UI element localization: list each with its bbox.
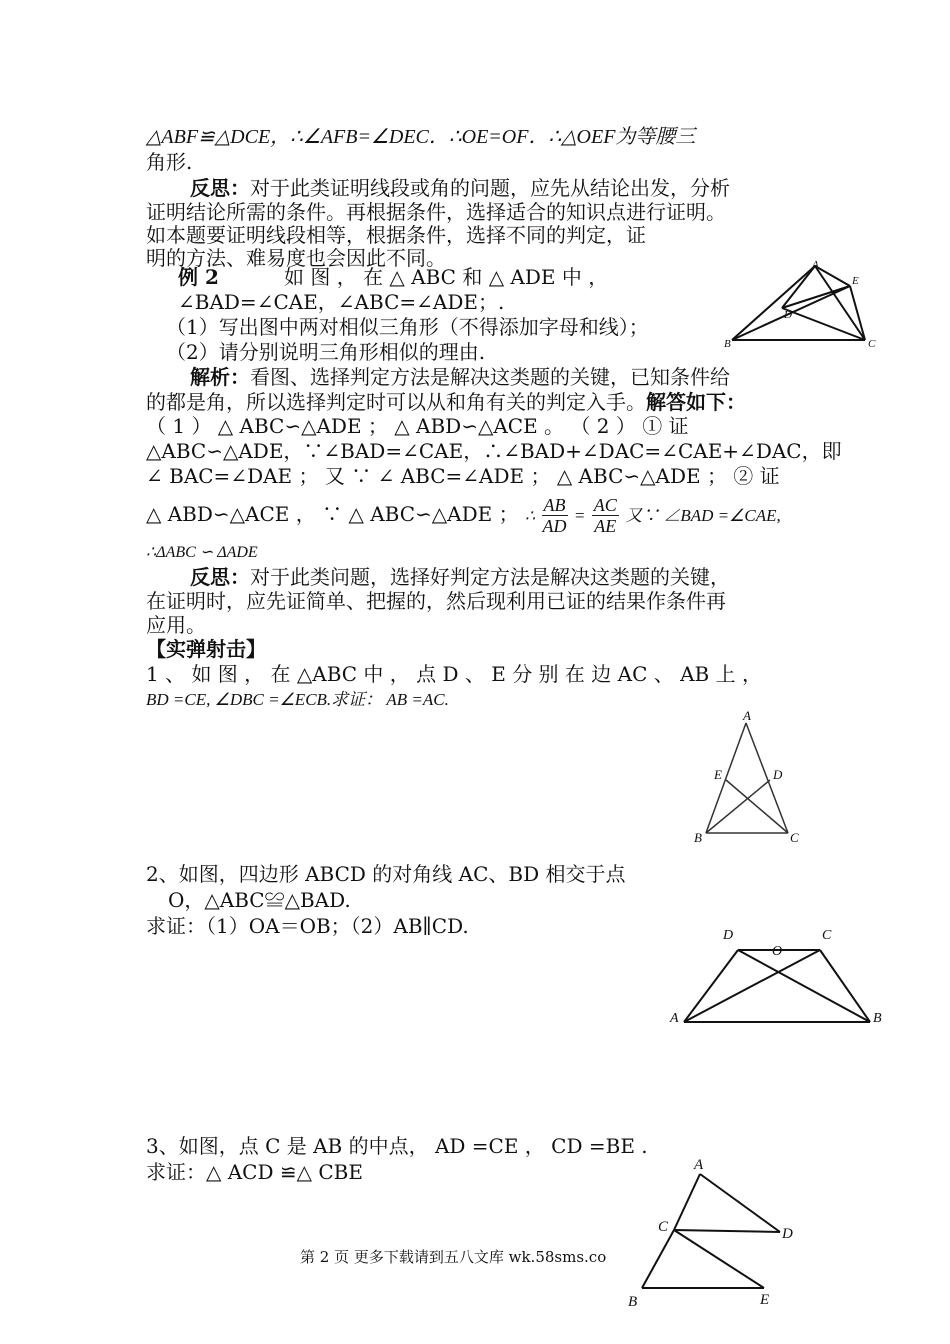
fig1-label-b: B (724, 338, 731, 350)
fraction-ab-ad: $\frac{AB}{AD}$ (542, 495, 567, 536)
text-line-2: 角形. (146, 150, 193, 174)
figure-triangles-abc-ade (720, 258, 888, 350)
problem-3-line-1: 3、如图，点 C 是 AB 的中点， AD =CE ， CD =BE . (146, 1134, 648, 1158)
fig4-label-c: C (658, 1219, 669, 1235)
reflection-1-line-2: 证明结论所需的条件。再根据条件，选择适合的知识点进行证明。 (146, 200, 726, 224)
problem-2-line-3: 求证：（1）OA＝OB；（2）AB∥CD. (146, 914, 469, 938)
page-footer: 第 2 页 更多下载请到五八文库 wk.58sms.co (300, 1248, 607, 1266)
example-2-question-2: （2）请分别说明三角形相似的理由. (166, 340, 486, 364)
fig1-label-c: C (868, 338, 876, 350)
problem-1-line-2: BD =CE, ∠DBC =∠ECB.求证： AB =AC. (146, 690, 449, 709)
fig4-label-e: E (760, 1292, 770, 1308)
answer-line-4: △ ABD∽△ACE ， ∵ △ ABC∽△ADE ； ∴ $\frac{AB}{AD}$ = $\frac{AC}{AE}$ 又∵ ∠BAD =∠CAE, (146, 495, 781, 536)
figure-isosceles-triangle (688, 705, 808, 845)
problem-2-line-1: 2、如图，四边形 ABCD 的对角线 AC、BD 相交于点 (146, 862, 626, 886)
problem-1-line-1: 1 、 如 图 ， 在 △ABC 中 ， 点 D 、 E 分 别 在 边 AC 、 AB 上 ， (146, 662, 762, 686)
example-2-question-1: （1）写出图中两对相似三角形（不得添加字母和线）； (166, 315, 649, 339)
fig2-label-b: B (694, 830, 702, 845)
reflection-2-line-2: 在证明时，应先证简单、把握的，然后现利用已证的结果作条件再 (146, 589, 726, 613)
reflection-1-line-1: 反思：对于此类证明线段或角的问题，应先从结论出发，分析 (190, 176, 730, 200)
fig3-label-c: C (822, 928, 832, 943)
figure-two-triangles (622, 1152, 812, 1312)
fig1-label-a: A (812, 259, 819, 271)
reflection-2-line-1: 反思：对于此类问题，选择好判定方法是解决这类题的关键， (190, 565, 730, 589)
figure-trapezoid-abcd (664, 922, 886, 1032)
example-2-statement: 如 图 ， 在 △ ABC 和 △ ADE 中 ， (284, 265, 609, 289)
practice-title: 【实弹射击】 (146, 637, 266, 661)
fig2-label-e: E (714, 767, 722, 782)
fig3-label-a: A (670, 1011, 679, 1026)
fig2-label-c: C (790, 830, 799, 845)
fig2-label-d: D (773, 767, 783, 782)
analysis-line-2: 的都是角，所以选择判定时可以从和角有关的判定入手。解答如下： (146, 390, 746, 414)
reflection-2-line-3: 应用。 (146, 613, 206, 637)
fig4-label-a: A (694, 1157, 704, 1173)
fig4-label-d: D (782, 1226, 793, 1242)
answer-line-3: ∠ BAC=∠DAE ； 又 ∵ ∠ ABC=∠ADE ； △ ABC∽△ADE ； ② 证 (146, 464, 780, 488)
fig4-label-b: B (628, 1294, 638, 1310)
reflection-1-line-4: 明的方法、难易度也会因此不同。 (146, 246, 446, 270)
analysis-line-1: 解析：看图、选择判定方法是解决这类题的关键，已知条件给 (190, 365, 730, 389)
fig3-label-o: O (772, 944, 783, 959)
reflection-1-line-3: 如本题要证明线段相等，根据条件，选择不同的判定，证 (146, 223, 646, 247)
answer-line-5: ∴ΔABC ∽ ΔADE (146, 544, 258, 561)
text-line-1: △ABF≌△DCE，∴∠AFB=∠DEC．∴OE=OF．∴△OEF为等腰三 (146, 126, 696, 148)
fraction-ac-ae: $\frac{AC}{AE}$ (593, 495, 617, 536)
fig3-label-b: B (873, 1011, 882, 1026)
example-2-conditions: ∠BAD=∠CAE，∠ABC=∠ADE；. (178, 290, 505, 314)
problem-3-line-2: 求证：△ ACD ≌△ CBE (146, 1160, 363, 1184)
example-2-heading: 例 2 (178, 265, 219, 289)
answer-line-1: （ 1 ） △ ABC∽△ADE ； △ ABD∽△ACE 。 （ 2 ） ① 证 (146, 414, 689, 438)
fig1-label-e: E (852, 275, 859, 287)
problem-2-line-2: O，△ABC≌△BAD. (168, 888, 351, 912)
fig3-label-d: D (723, 928, 734, 943)
answer-line-2: △ABC∽△ADE，∵∠BAD=∠CAE，∴∠BAD+∠DAC=∠CAE+∠DAC，即 (146, 439, 842, 463)
fig1-label-d: D (784, 309, 792, 321)
fig2-label-a: A (743, 708, 751, 723)
